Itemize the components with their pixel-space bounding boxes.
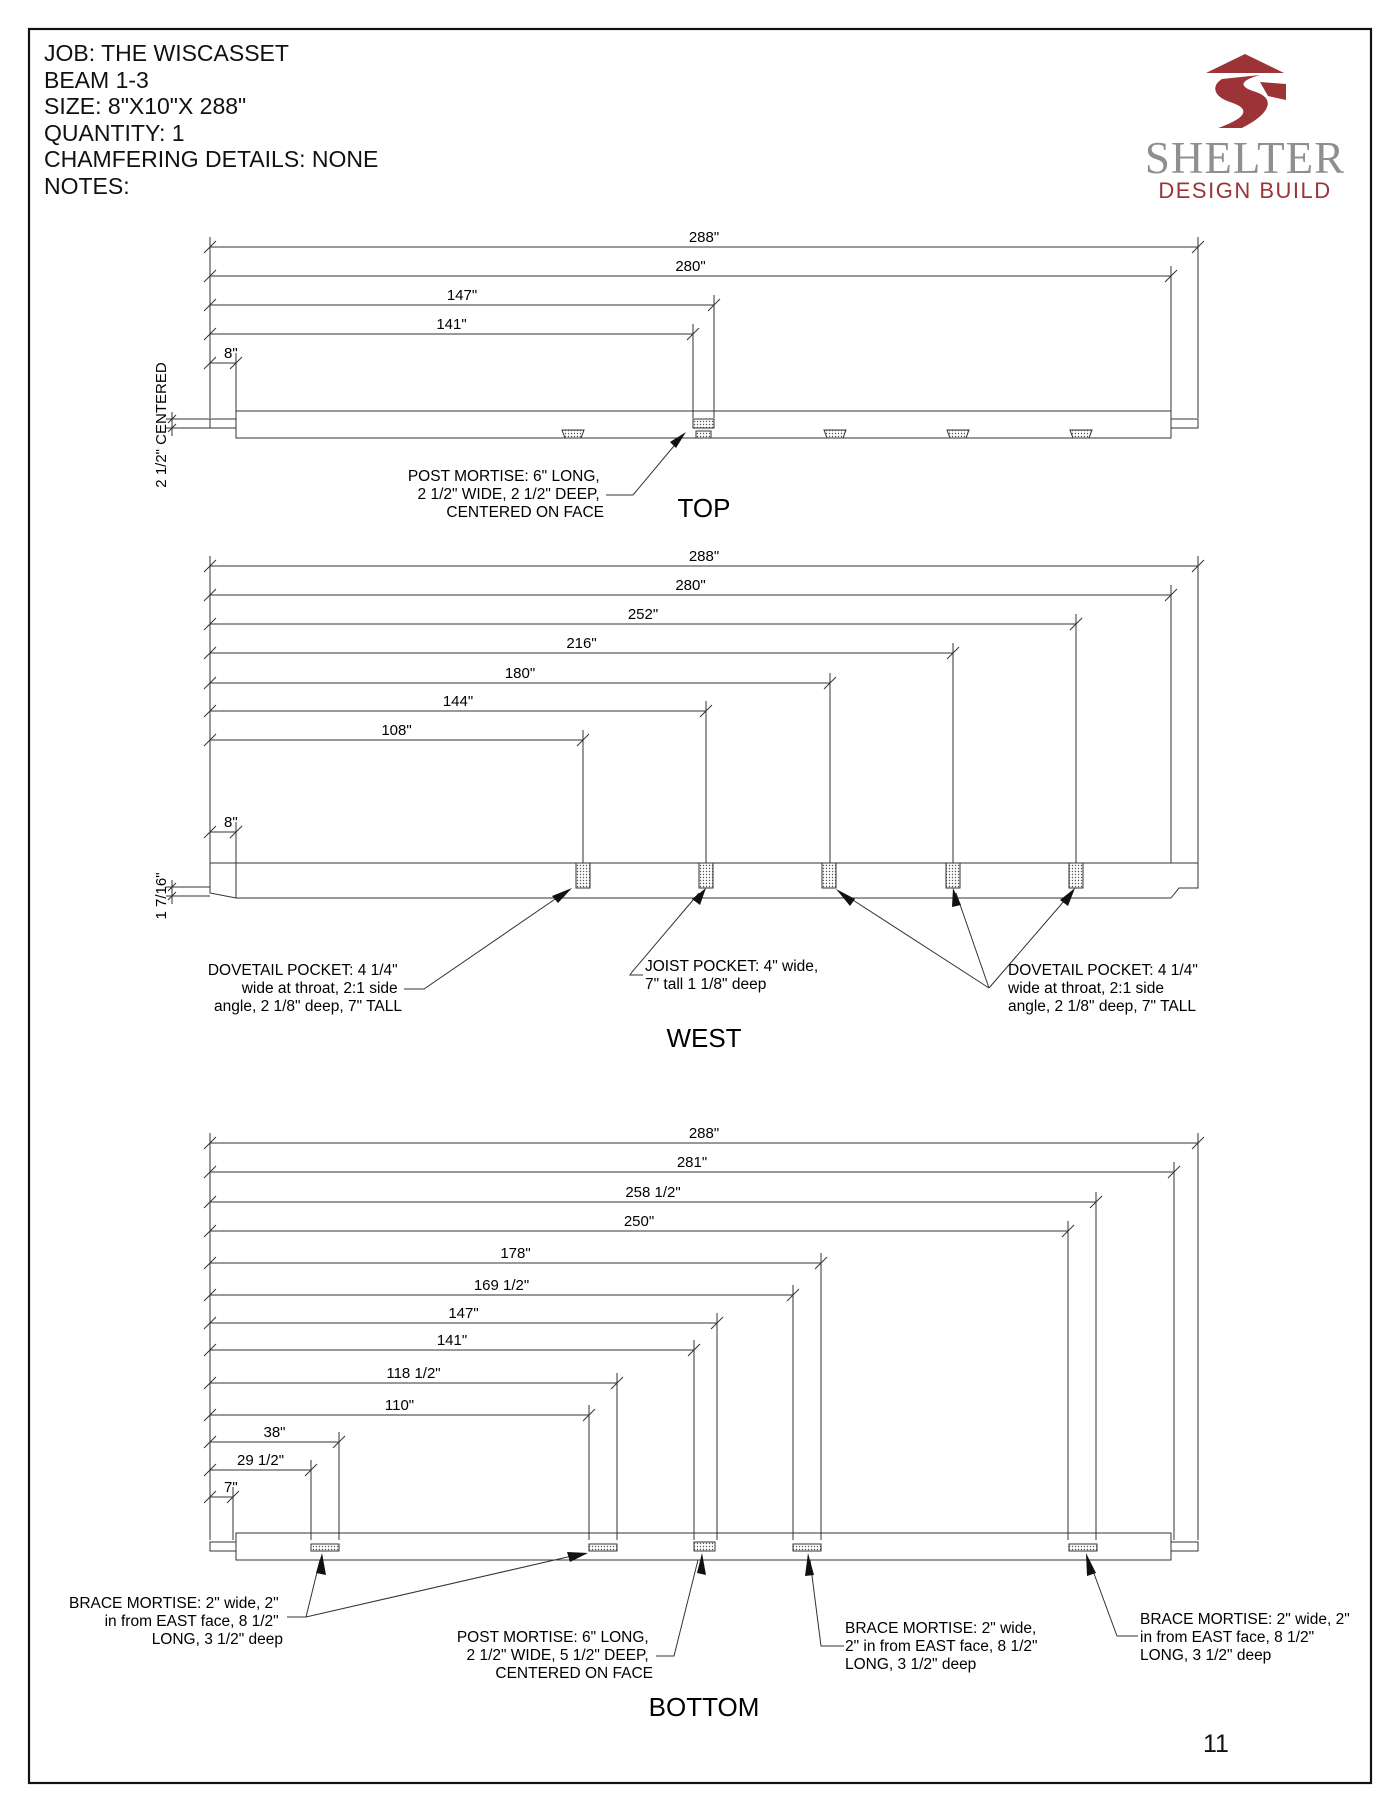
callout-line: in from EAST face, 8 1/2" [104,1613,279,1630]
callout-line: angle, 2 1/8" deep, 7" TALL [1008,998,1196,1015]
top-dovetail-4 [1070,430,1092,438]
callout-line: CENTERED ON FACE [495,1665,653,1682]
callout-line: BRACE MORTISE: 2" wide, 2" [1140,1611,1350,1628]
bottom-brace-callout-left [69,1595,283,1648]
dimension-label: 29 1/2" [236,1452,285,1469]
quantity-line: QUANTITY: 1 [44,119,185,146]
dimension-label: 147" [448,1305,479,1322]
bottom-arrowhead [316,1553,326,1575]
bottom-brace-mortise [1069,1544,1097,1551]
top-beam [210,411,1198,438]
callout-line: 2" in from EAST face, 8 1/2" [845,1638,1038,1655]
west-view-title: WEST [666,1023,742,1053]
top-view-title: TOP [677,493,731,523]
callout-line: POST MORTISE: 6" LONG, [456,1629,649,1646]
dimension-label: 108" [381,722,412,739]
logo-subtitle: DESIGN BUILD [1158,178,1332,203]
dimension-label: 216" [566,635,597,652]
dimension-label: 288" [688,1125,720,1142]
top-post-mortise [693,419,714,428]
callout-line: CENTERED ON FACE [446,504,604,521]
top-side-dimension [166,412,210,436]
callout-line: DOVETAIL POCKET: 4 1/4" [1008,962,1198,979]
west-joist-pocket [699,863,713,888]
bottom-brace-callout-right [1140,1611,1354,1664]
dimension-label: 288" [688,229,720,246]
callout-line: 7" tall 1 1/8" deep [645,976,767,993]
callout-line: angle, 2 1/8" deep, 7" TALL [214,998,402,1015]
page-number: 11 [1203,1730,1229,1758]
dimension-label: 169 1/2" [473,1277,530,1294]
dimension-label: 280" [675,577,706,594]
bottom-tenon-right [1171,1542,1198,1551]
logo-wordmark: SHELTER [1144,133,1346,183]
top-dimensions [204,229,1204,418]
callout-line: BRACE MORTISE: 2" wide, [845,1620,1037,1637]
west-dovetail-callout-left [208,962,403,1015]
bottom-brace-callout-middle [845,1620,1042,1673]
callout-line: LONG, 3 1/2" deep [845,1656,977,1673]
west-side-dimension [166,880,210,904]
west-arrowhead [692,888,706,905]
dimension-label: 180" [504,665,536,682]
bottom-dimensions [204,1125,1204,1540]
callout-line: 2 1/2" WIDE, 2 1/2" DEEP, [417,486,600,503]
chamfering-line: CHAMFERING DETAILS: NONE [44,146,379,172]
top-dovetail-1 [562,430,584,438]
dimension-label: 118 1/2" [386,1365,441,1382]
dimension-label: 281" [676,1154,708,1171]
bottom-brace-mortise [589,1544,617,1551]
dimension-label: 8" [224,814,238,831]
west-joist-callout [645,958,823,993]
beam-line: BEAM 1-3 [44,66,149,93]
size-line: SIZE: 8"X10"X 288" [44,93,247,119]
dimension-label: 280" [675,258,706,275]
callout-line: DOVETAIL POCKET: 4 1/4" [207,962,398,979]
top-dovetail-2 [824,430,846,438]
dimension-label: 144" [442,693,474,710]
job-line: JOB: THE WISCASSET [44,40,289,66]
top-tenon-right [1171,419,1198,428]
top-tenon-left [210,419,236,428]
bottom-arrowhead [697,1553,706,1575]
bottom-view-title: BOTTOM [648,1692,760,1722]
callout-line: JOIST POCKET: 4" wide, [645,958,819,975]
west-side-label: 1 7/16" [153,872,170,920]
bottom-tenon-left [210,1542,236,1551]
dimension-label: 250" [623,1213,655,1230]
callout-line: BRACE MORTISE: 2" wide, 2" [68,1595,279,1612]
top-post-mortise-callout [408,468,604,521]
top-dovetail-3 [947,430,969,438]
dimension-label: 141" [436,1332,468,1349]
dimension-label: 141" [436,316,467,333]
bottom-brace-mortise [311,1544,339,1551]
callout-line: LONG, 3 1/2" deep [151,1631,283,1648]
west-dovetail-pocket-1 [576,863,590,888]
dimension-label: 38" [263,1424,286,1441]
west-arrowhead [552,888,572,903]
bottom-post-mortise-callout [457,1629,653,1682]
top-side-label: 2 1/2" CENTERED [153,362,170,488]
callout-line: LONG, 3 1/2" deep [1140,1647,1272,1664]
notes-line: NOTES: [44,172,130,199]
dimension-label: 7" [224,1479,238,1496]
west-dovetail-pocket-2 [822,863,836,888]
dimension-label: 288" [688,548,720,565]
bottom-post-mortise [694,1542,715,1551]
dimension-label: 178" [500,1245,531,1262]
dimension-label: 110" [384,1397,415,1414]
bottom-brace-mortise [793,1544,821,1551]
bottom-arrowhead [805,1553,814,1576]
top-post-mortise-bottom [696,431,711,438]
dimension-label: 147" [446,287,478,304]
page-border [29,29,1371,1783]
callout-line: in from EAST face, 8 1/2" [1140,1629,1315,1646]
bottom-beam [210,1533,1198,1560]
top-post-mortise-arrowhead [670,432,686,448]
dimension-label: 252" [627,606,659,623]
west-dovetail-pocket-4 [1069,863,1083,888]
callout-line: 2 1/2" WIDE, 5 1/2" DEEP, [466,1647,649,1664]
west-dovetail-pocket-3 [946,863,960,888]
callout-line: POST MORTISE: 6" LONG, [407,468,600,485]
bottom-arrowhead [1086,1553,1096,1576]
dimension-label: 258 1/2" [625,1184,681,1201]
callout-line: wide at throat, 2:1 side [1008,980,1164,997]
west-dimensions [204,548,1204,863]
west-dovetail-callout-right [1007,962,1202,1015]
dimension-label: 8" [224,345,238,362]
callout-line: wide at throat, 2:1 side [241,980,398,997]
